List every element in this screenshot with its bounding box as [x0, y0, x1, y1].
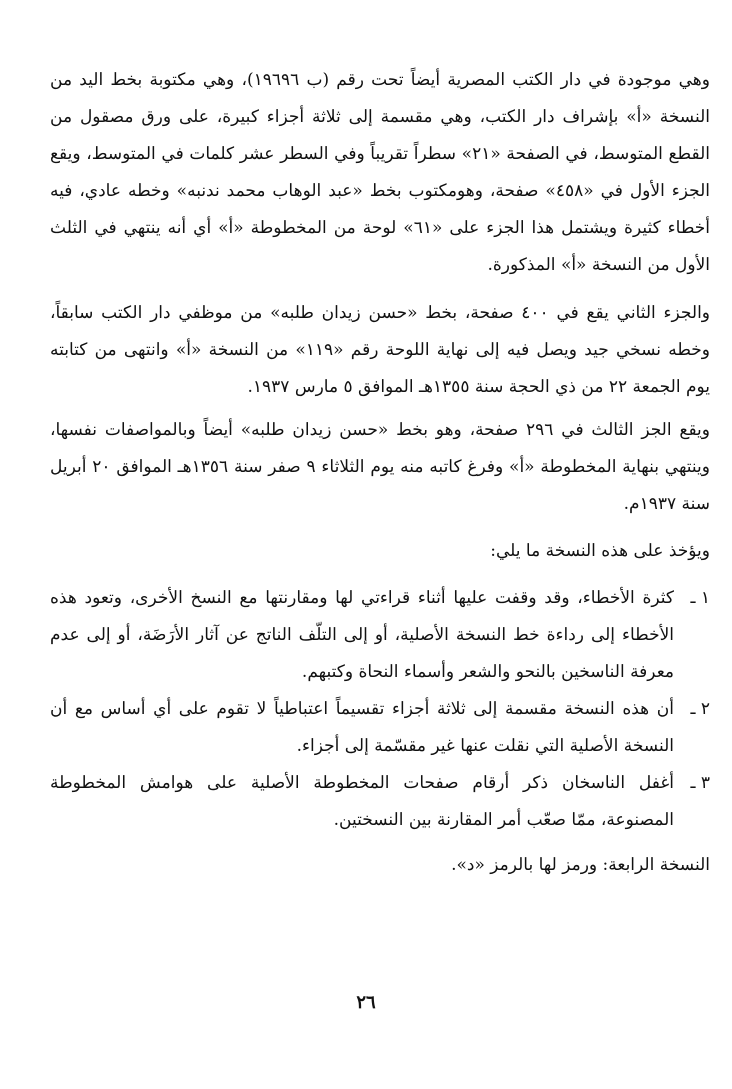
- page-body: [50, 62, 710, 884]
- list-item: [50, 580, 710, 691]
- paragraph-criticism-intro: ويؤخذ على هذه النسخة ما يلي:: [490, 541, 710, 561]
- paragraph-part-two: والجزء الثاني يقع في ٤٠٠ صفحة، بخط «حسن زيدان طلبه» من موظفي دار الكتب سابقاً، وخطه نسخي جيد ويصل فيه إلى نهاية اللوحة رقم «١١٩» من النسخة «أ» وانتهى من كتابته يوم الجمعة ٢٢ من ذي الحجة سنة ١٣٥٥هـ الموافق ٥ مارس ١٩٣٧.: [50, 303, 710, 397]
- list-item-text: كثرة الأخطاء، وقد وقفت عليها أثناء قراءتي لها ومقارنتها مع النسخ الأخرى، وتعود هذه الأخطاء إلى رداءة خط النسخة الأصلية، أو إلى التلّف الناتج عن آثار الأرَضَة، أو إلى عدم معرفة الناسخين بالنحو والشعر وأسماء النحاة وكتبهم.: [50, 588, 674, 682]
- list-item-number: ٢ ـ: [690, 699, 710, 719]
- list-item: [50, 765, 710, 839]
- list-item-number: ٣ ـ: [690, 773, 710, 793]
- list-item-text: أن هذه النسخة مقسمة إلى ثلاثة أجزاء تقسيماً اعتباطياً لا تقوم على أي أساس مع أن النسخة الأصلية التي نقلت عنها غير مقسّمة إلى أجزاء.: [50, 699, 674, 756]
- list-item: [50, 691, 710, 765]
- paragraph-fourth-copy: النسخة الرابعة: ورمز لها بالرمز «د».: [451, 855, 710, 875]
- list-item-text: أغفل الناسخان ذكر أرقام صفحات المخطوطة الأصلية على هوامش المخطوطة المصنوعة، ممّا صعّب أمر المقارنة بين النسختين.: [50, 773, 674, 830]
- list-item-number: ١ ـ: [690, 588, 710, 608]
- paragraph-copy-description: وهي موجودة في دار الكتب المصرية أيضاً تحت رقم (ب ١٩٦٩٦)، وهي مكتوبة بخط اليد من النسخة «أ» بإشراف دار الكتب، وهي مقسمة إلى ثلاثة أجزاء كبيرة، على ورق مصقول من القطع المتوسط، في الصفحة «٢١» سطراً تقريباً وفي السطر عشر كلمات في المتوسط، ويقع الجزء الأول في «٤٥٨» صفحة، وهومكتوب بخط «عبد الوهاب محمد ندنبه» وخطه عادي، فيه أخطاء كثيرة ويشتمل هذا الجزء على «٦١» لوحة من المخطوطة «أ» أي أنه ينتهي في الثلث الأول من النسخة «أ» المذكورة.: [50, 70, 711, 275]
- page-number: ٢٦: [356, 992, 376, 1013]
- paragraph-part-three: ويقع الجز الثالث في ٢٩٦ صفحة، وهو بخط «حسن زيدان طلبه» أيضاً وبالمواصفات نفسها، وينتهي بنهاية المخطوطة «أ» وفرغ كاتبه منه يوم الثلاثاء ٩ صفر سنة ١٣٥٦هـ الموافق ٢٠ أبريل سنة ١٩٣٧م.: [50, 420, 710, 514]
